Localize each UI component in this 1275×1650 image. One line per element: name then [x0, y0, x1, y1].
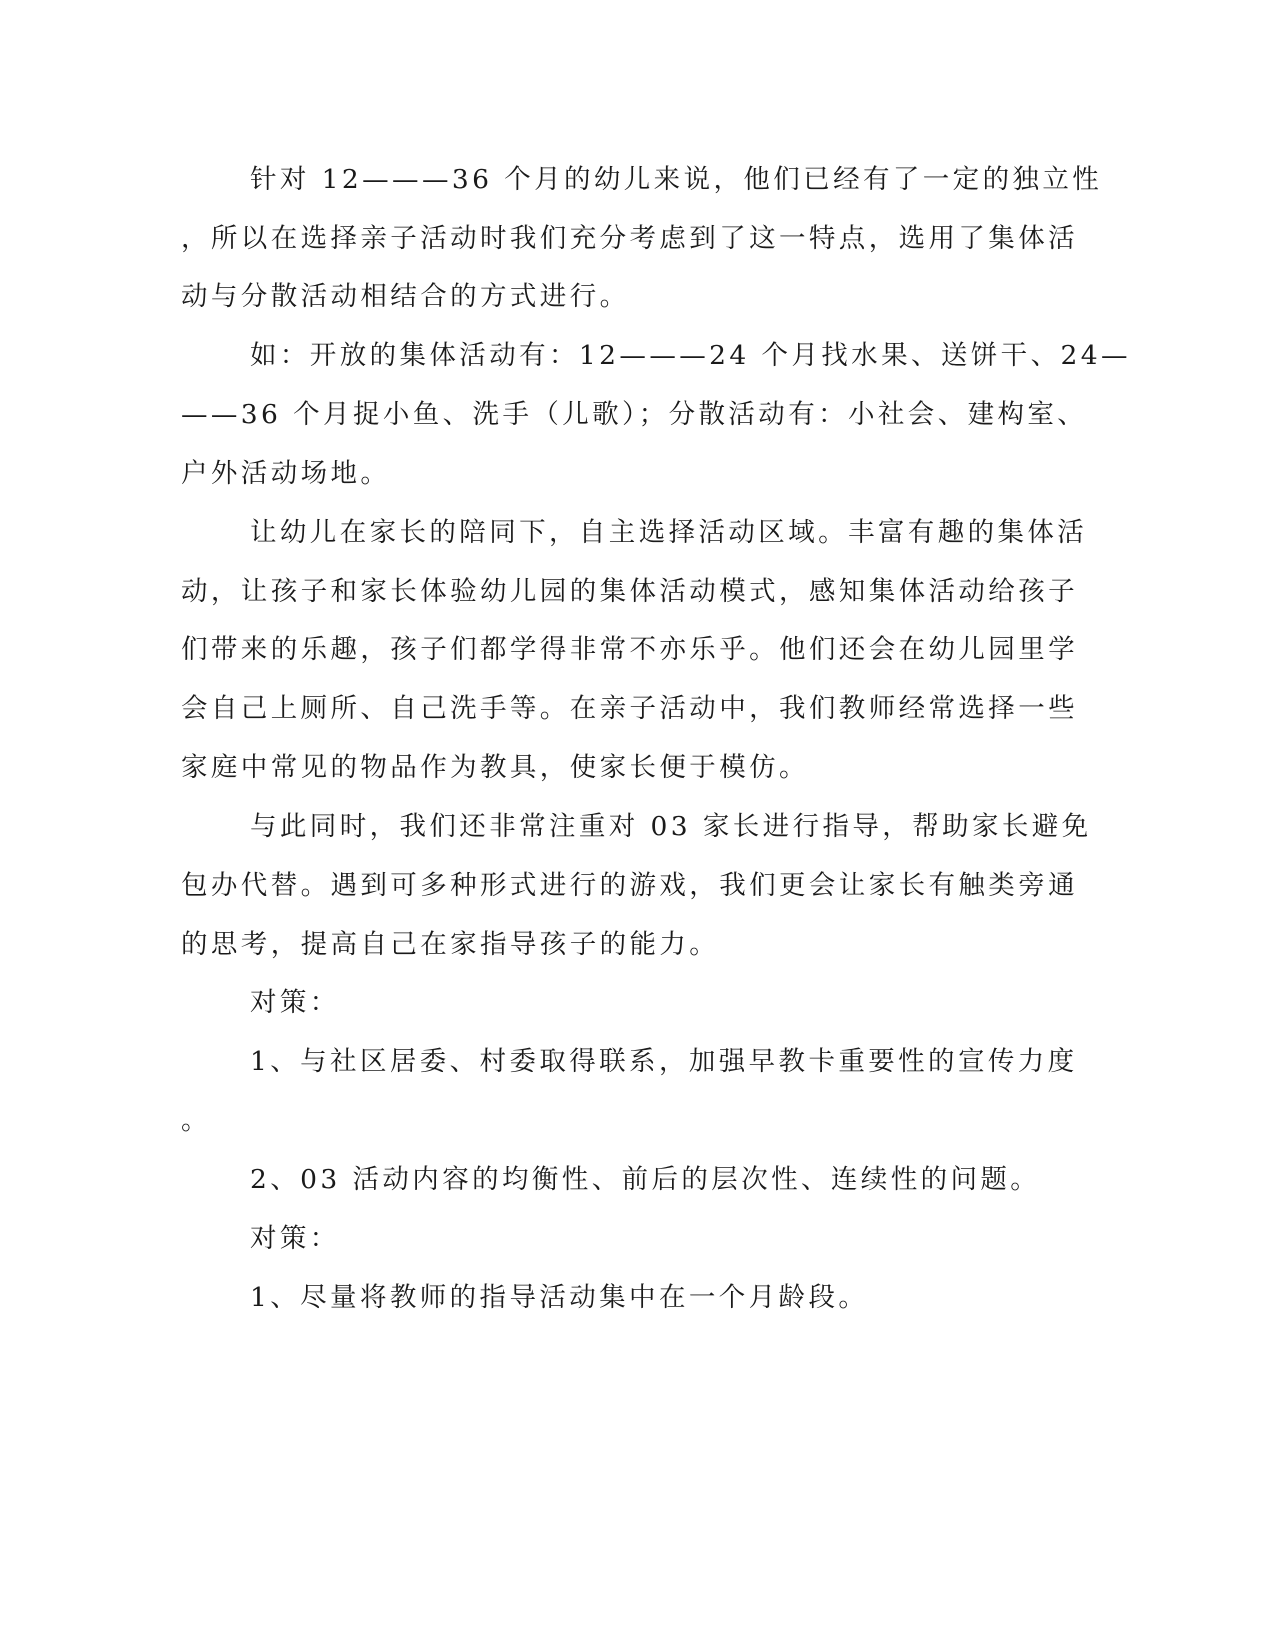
- countermeasure-item-2-1: 1、尽量将教师的指导活动集中在一个月龄段。: [250, 1282, 869, 1313]
- paragraph-2-line-2: ——36 个月捉小鱼、洗手（儿歌）；分散活动有：小社会、建构室、: [181, 399, 1088, 430]
- countermeasure-heading-1: 对策：: [250, 987, 340, 1018]
- problem-item-2: 2、03 活动内容的均衡性、前后的层次性、连续性的问题。: [250, 1164, 1041, 1195]
- paragraph-4-line-1: 与此同时，我们还非常注重对 03 家长进行指导，帮助家长避免: [250, 811, 1092, 842]
- paragraph-4-line-3: 的思考，提高自己在家指导孩子的能力。: [181, 929, 720, 960]
- paragraph-3-line-5: 家庭中常见的物品作为教具，使家长便于模仿。: [181, 752, 809, 783]
- paragraph-1-line-2: ，所以在选择亲子活动时我们充分考虑到了这一特点，选用了集体活: [181, 223, 1078, 254]
- paragraph-1-line-3: 动与分散活动相结合的方式进行。: [181, 281, 630, 312]
- paragraph-3-line-4: 会自己上厕所、自己洗手等。在亲子活动中，我们教师经常选择一些: [181, 693, 1078, 724]
- countermeasure-item-1-line-2: 。: [181, 1105, 211, 1136]
- paragraph-2-line-3: 户外活动场地。: [181, 458, 391, 489]
- countermeasure-item-1-line-1: 1、与社区居委、村委取得联系，加强早教卡重要性的宣传力度: [250, 1046, 1078, 1077]
- paragraph-3-line-1: 让幼儿在家长的陪同下，自主选择活动区域。丰富有趣的集体活: [250, 517, 1088, 548]
- countermeasure-heading-2: 对策：: [250, 1223, 340, 1254]
- paragraph-1-line-1: 针对 12———36 个月的幼儿来说，他们已经有了一定的独立性: [250, 164, 1103, 195]
- paragraph-4-line-2: 包办代替。遇到可多种形式进行的游戏，我们更会让家长有触类旁通: [181, 870, 1078, 901]
- paragraph-3-line-2: 动，让孩子和家长体验幼儿园的集体活动模式，感知集体活动给孩子: [181, 576, 1078, 607]
- paragraph-2-line-1: 如：开放的集体活动有：12———24 个月找水果、送饼干、24—: [250, 340, 1131, 371]
- paragraph-3-line-3: 们带来的乐趣，孩子们都学得非常不亦乐乎。他们还会在幼儿园里学: [181, 634, 1078, 665]
